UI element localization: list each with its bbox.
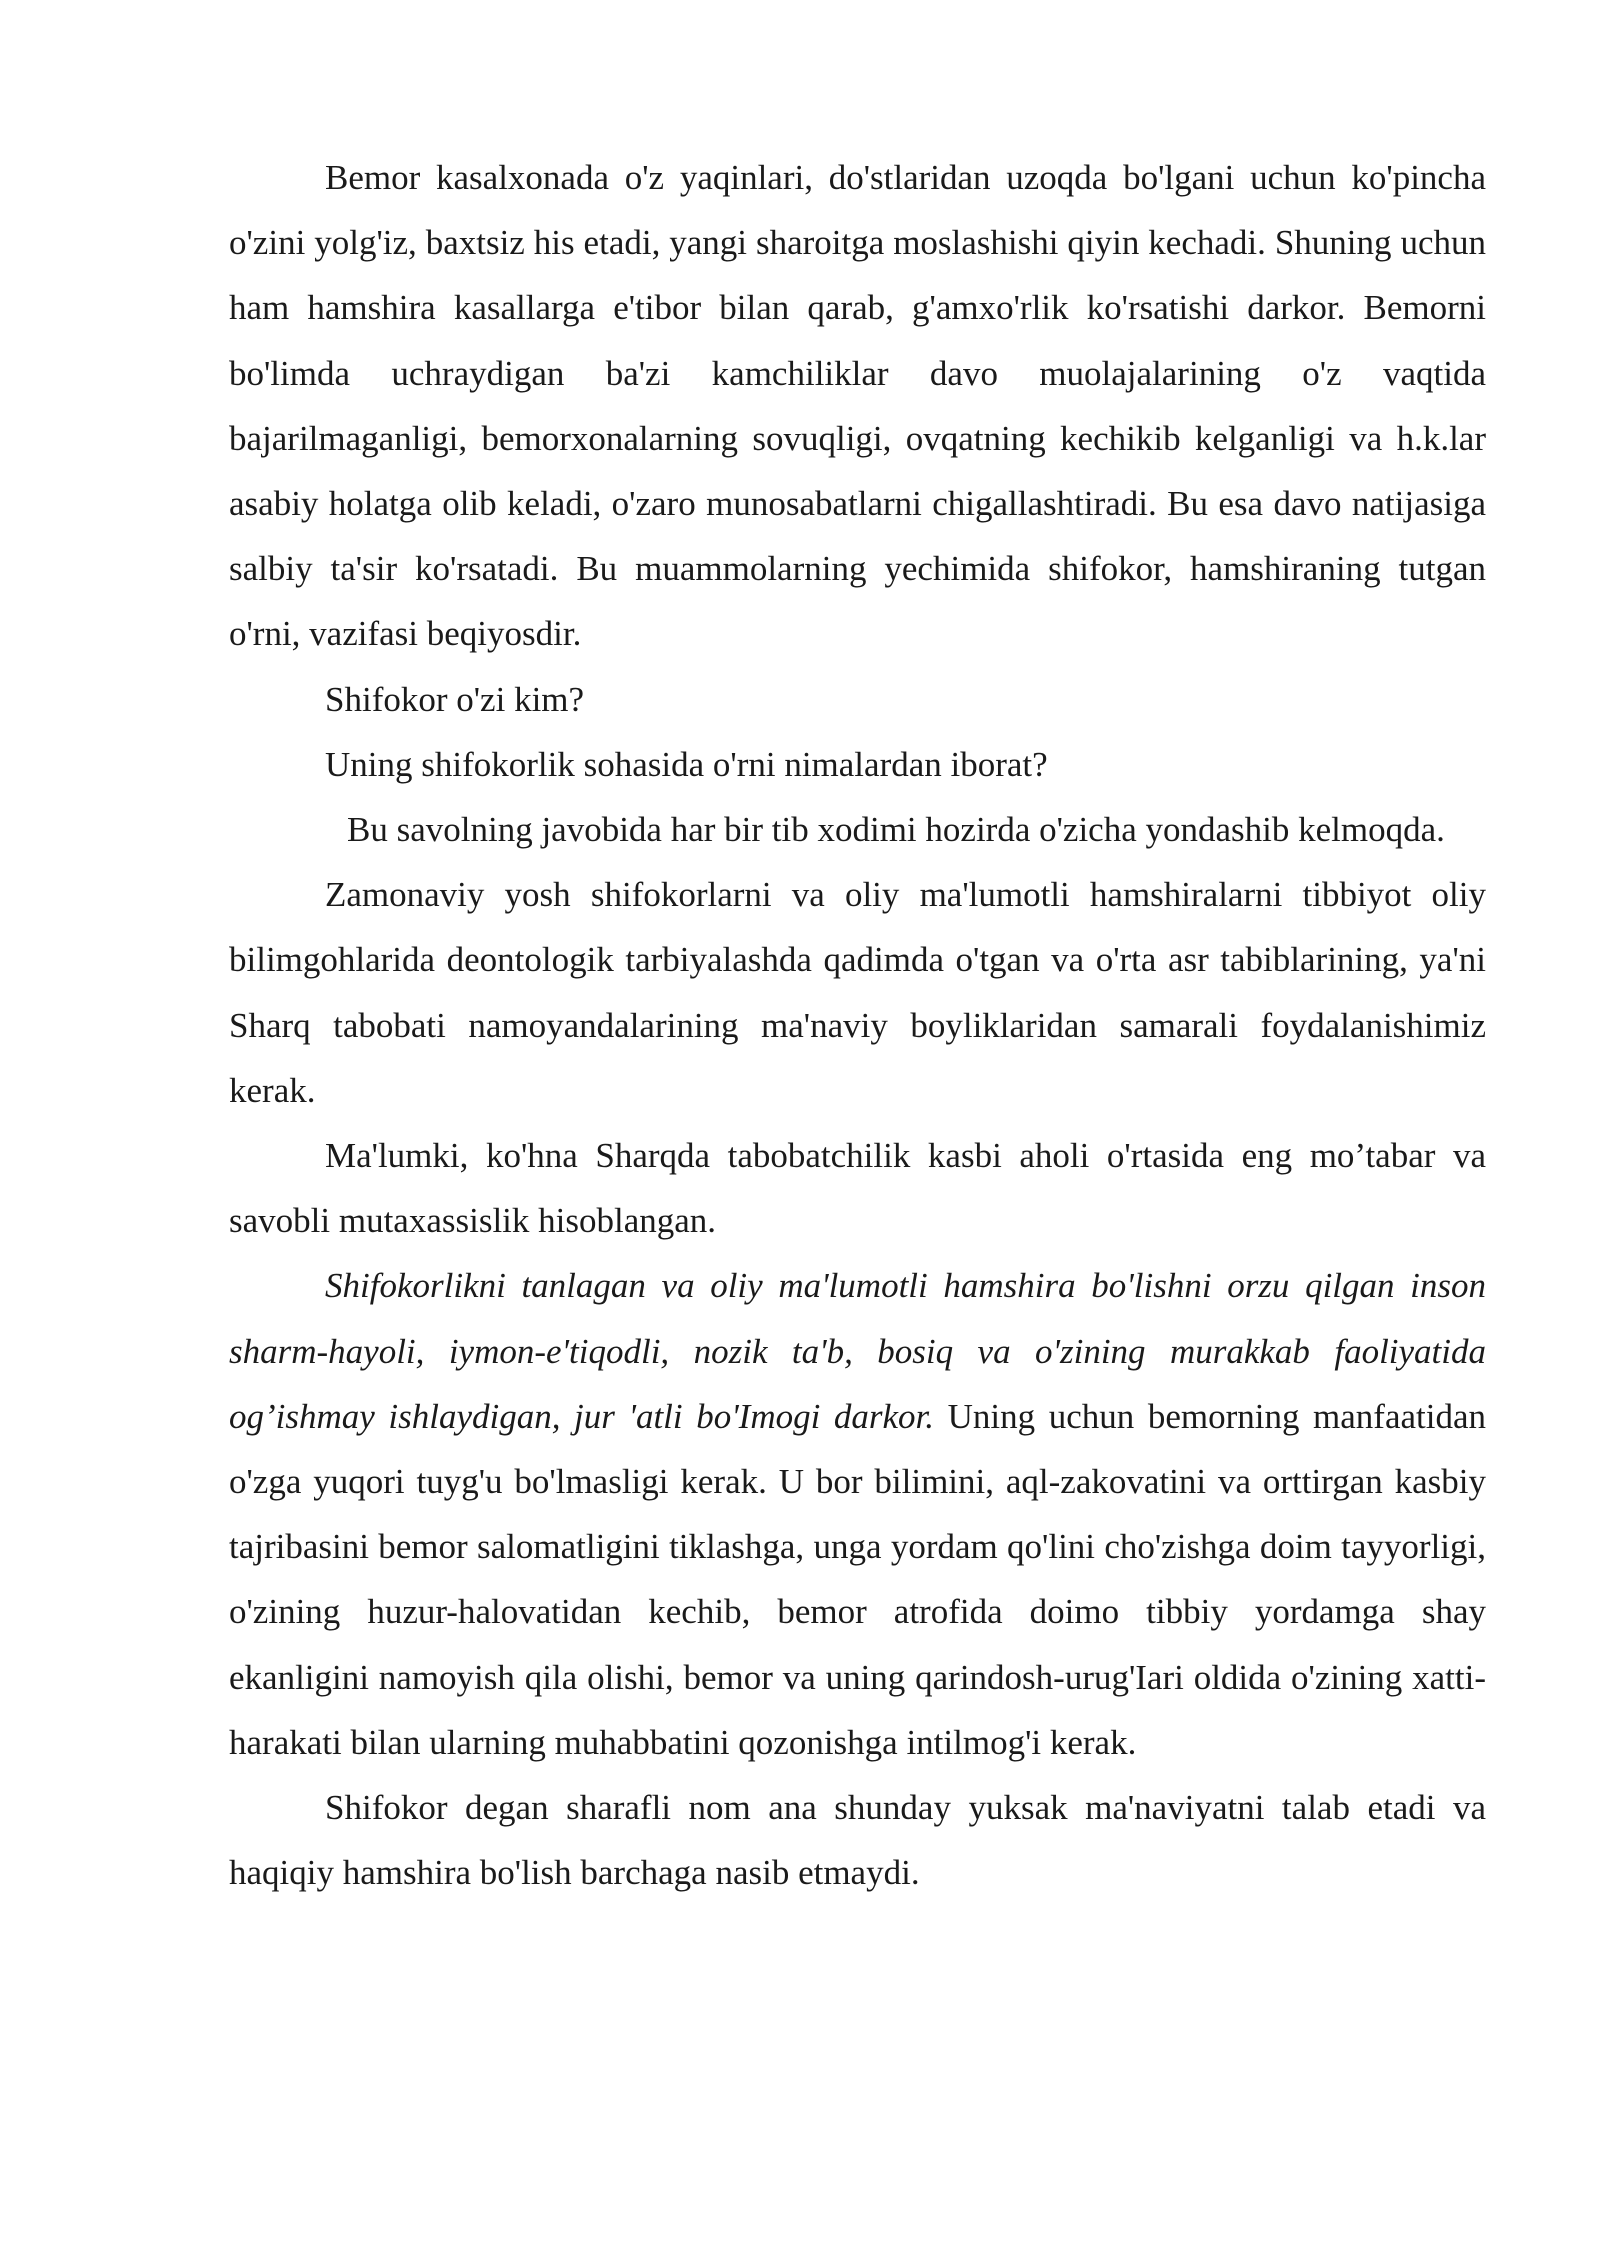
paragraph-continuation: Uning uchun bemorning manfaatidan o'zga yuqori tuyg'u bo'lmasligi kerak. U bor bilimini, aql-zakovatini va orttirgan kasbiy tajribasini bemor salomatligini tiklashga, unga yordam qo'lini cho'zishga doim tayyorligi, o'zining huzur-halovatidan kechib, bemor atrofida doimo tibbiy yordamga shay ekanligini namoyish qila olishi, bemor va uning qarindosh-urug'Iari oldida o'zining xatti-harakati bilan ularning muhabbatini qozonishga intilmog'i kerak. — [229, 1396, 1487, 1762]
italic-emphasis: Shifokorlikni tanlagan va oliy ma'lumotli hamshira bo'lishni orzu qilgan inson sharm-hayoli, iymon-e'tiqodli, nozik ta'b, bosiq va o'zining murakkab faoliyatida og’ishmay ishlaydigan, jur 'atli bo'Imogi darkor. — [229, 1266, 1486, 1436]
paragraph-ancient-east: Ma'lumki, ko'hna Sharqda tabobatchilik kasbi aholi o'rtasida eng mo’tabar va savobli mutaxassislik hisoblangan. — [229, 1136, 1486, 1241]
document-page — [229, 145, 1486, 1905]
paragraph-doctor-qualities — [229, 1253, 1486, 1775]
paragraph-question-role: Uning shifokorlik sohasida o'rni nimalardan iborat? — [325, 744, 1048, 784]
paragraph-patient-isolation: Bemor kasalxonada o'z yaqinlari, do'stlaridan uzoqda bo'lgani uchun ko'pincha o'zini yolg'iz, baxtsiz his etadi, yangi sharoitga moslashishi qiyin kechadi. Shuning uchun ham hamshira kasallarga e'tibor bilan qarab, g'amxo'rlik ko'rsatishi darkor. Bemorni bo'limda uchraydigan ba'zi kamchiliklar davo muolajalarining o'z vaqtida bajarilmaganligi, bemorxonalarning sovuqligi, ovqatning kechikib kelganligi va h.k.lar asabiy holatga olib keladi, o'zaro munosabatlarni chigallashtiradi. Bu esa davo natijasiga salbiy ta'sir ko'rsatadi. Bu muammolarning yechimida shifokor, hamshiraning tutgan o'rni, vazifasi beqiyosdir. — [229, 158, 1486, 654]
paragraph-question-who: Shifokor o'zi kim? — [325, 679, 585, 719]
paragraph-honorable-name: Shifokor degan sharafli nom ana shunday yuksak ma'naviyatni talab etadi va haqiqiy hamshira bo'lish barchaga nasib etmaydi. — [229, 1788, 1486, 1893]
paragraph-modern-doctors: Zamonaviy yosh shifokorlarni va oliy ma'lumotli hamshiralarni tibbiyot oliy bilimgohlarida deontologik tarbiyalashda qadimda o'tgan va o'rta asr tabiblarining, ya'ni Sharq tabobati namoyandalarining ma'naviy boyliklaridan samarali foydalanishimiz kerak. — [229, 875, 1486, 1110]
paragraph-answer-approach: Bu savolning javobida har bir tib xodimi hozirda o'zicha yondashib kelmoqda. — [347, 810, 1445, 850]
